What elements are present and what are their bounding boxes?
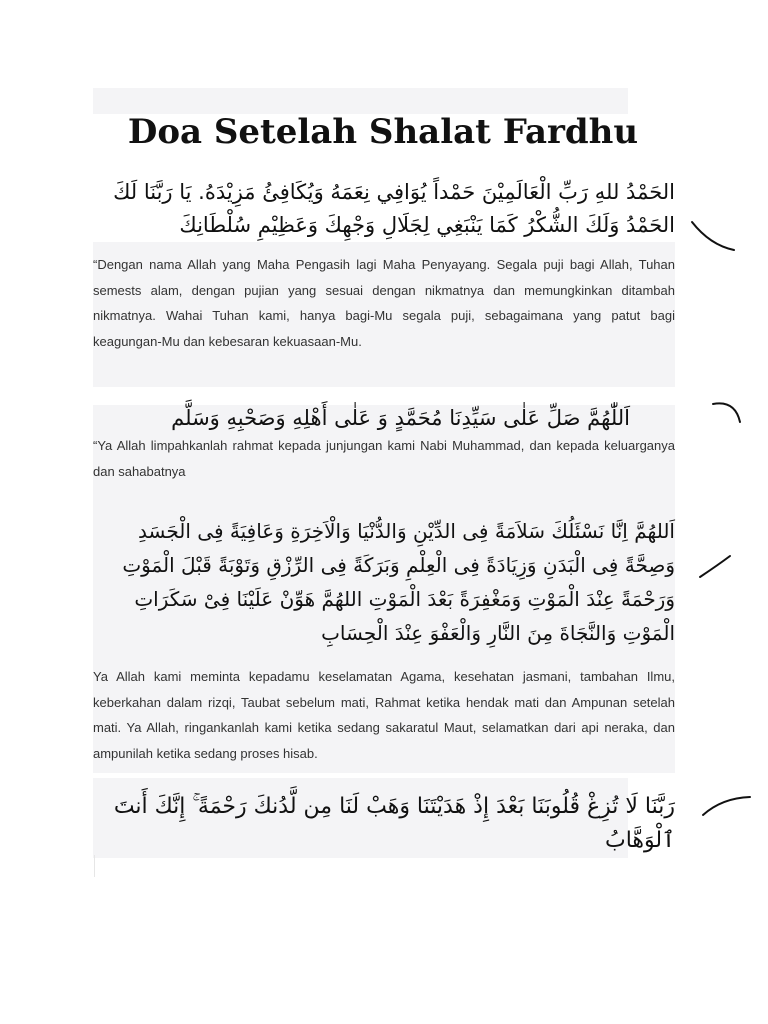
arabic-prayer-2: اَللّٰهُمَّ صَلِّ عَلٰى سَيِّدِنَا مُحَمَّدٍ وَ عَلٰى أَهْلِهِ وَصَحْبِهِ وَسَلَّم: [171, 406, 630, 430]
page-title: Doa Setelah Shalat Fardhu: [127, 112, 639, 152]
translation-1: “Dengan nama Allah yang Maha Pengasih lagi Maha Penyayang. Segala puji bagi Allah, Tuhan semests alam, dengan pujian yang sesuai dengan nikmatnya dan memungkinkan ditambah nikmatnya. Wahai Tuhan kami, hanya bagi-Mu segala puji, sebagaimana yang patut bagi keagungan-Mu dan kebesaran kekuasaan-Mu.: [93, 257, 675, 349]
arabic-prayer-1: الحَمْدُ للهِ رَبِّ الْعَالَمِيْنَ حَمْداً يُوَافِي نِعَمَهُ وَيُكَافِئُ مَزِيْدَهُ. يَا رَبَّنَا لَكَ الحَمْدُ وَلَكَ الشُّكْرُ كَمَا يَنْبَغِي لِجَلَالِ وَجْهِكَ وَعَظِيْمِ سُلْطَانِكَ: [113, 180, 675, 237]
translation-2: “Ya Allah limpahkanlah rahmat kepada junjungan kami Nabi Muhammad, dan kepada keluarganya dan sahabatnya: [93, 438, 675, 479]
arabic-prayer-3: اَللهُمَّ اِنَّا نَسْئَلُكَ سَلاَمَةً فِى الدِّيْنِ وَالدُّنْيَا وَالْاَخِرَةِ وَعَافِيَةً فِى الْجَسَدِ وَصِحَّةً فِى الْبَدَنِ وَزِيَادَةً فِى الْعِلْمِ وَبَرَكَةً فِى الرِّزْقِ وَتَوْبَةً قَبْلَ الْمَوْتِ وَرَحْمَةً عِنْدَ الْمَوْتِ وَمَغْفِرَةً بَعْدَ الْمَوْتِ اللهُمَّ هَوِّنْ عَلَيْنَا فِىْ سَكَرَاتِ الْمَوْتِ وَالنَّجَاةَ مِنَ النَّارِ وَالْعَفْوَ عِنْدَ الْحِسَابِ: [122, 519, 675, 645]
translation-3: Ya Allah kami meminta kepadamu keselamatan Agama, kesehatan jasmani, tambahan Ilmu, keberkahan dalam rizqi, Taubat sebelum mati, Rahmat ketika hendak mati dan Ampunan setelah mati. Ya Allah, ringankanlah kami ketika sedang sakaratul Maut, selamatkan dari api neraka, dan ampunilah ketika sedang proses hisab.: [93, 669, 675, 761]
margin-mark-3: [700, 556, 730, 577]
arabic-prayer-4: رَبَّنَا لَا تُزِغْ قُلُوبَنَا بَعْدَ إِذْ هَدَيْتَنَا وَهَبْ لَنَا مِن لَّدُنكَ رَحْمَةً ۚ إِنَّكَ أَنتَ ٱلْوَهَّابُ: [113, 794, 675, 853]
margin-mark-2: [713, 403, 740, 422]
margin-mark-4: [703, 797, 750, 815]
margin-mark-1: [692, 222, 734, 250]
